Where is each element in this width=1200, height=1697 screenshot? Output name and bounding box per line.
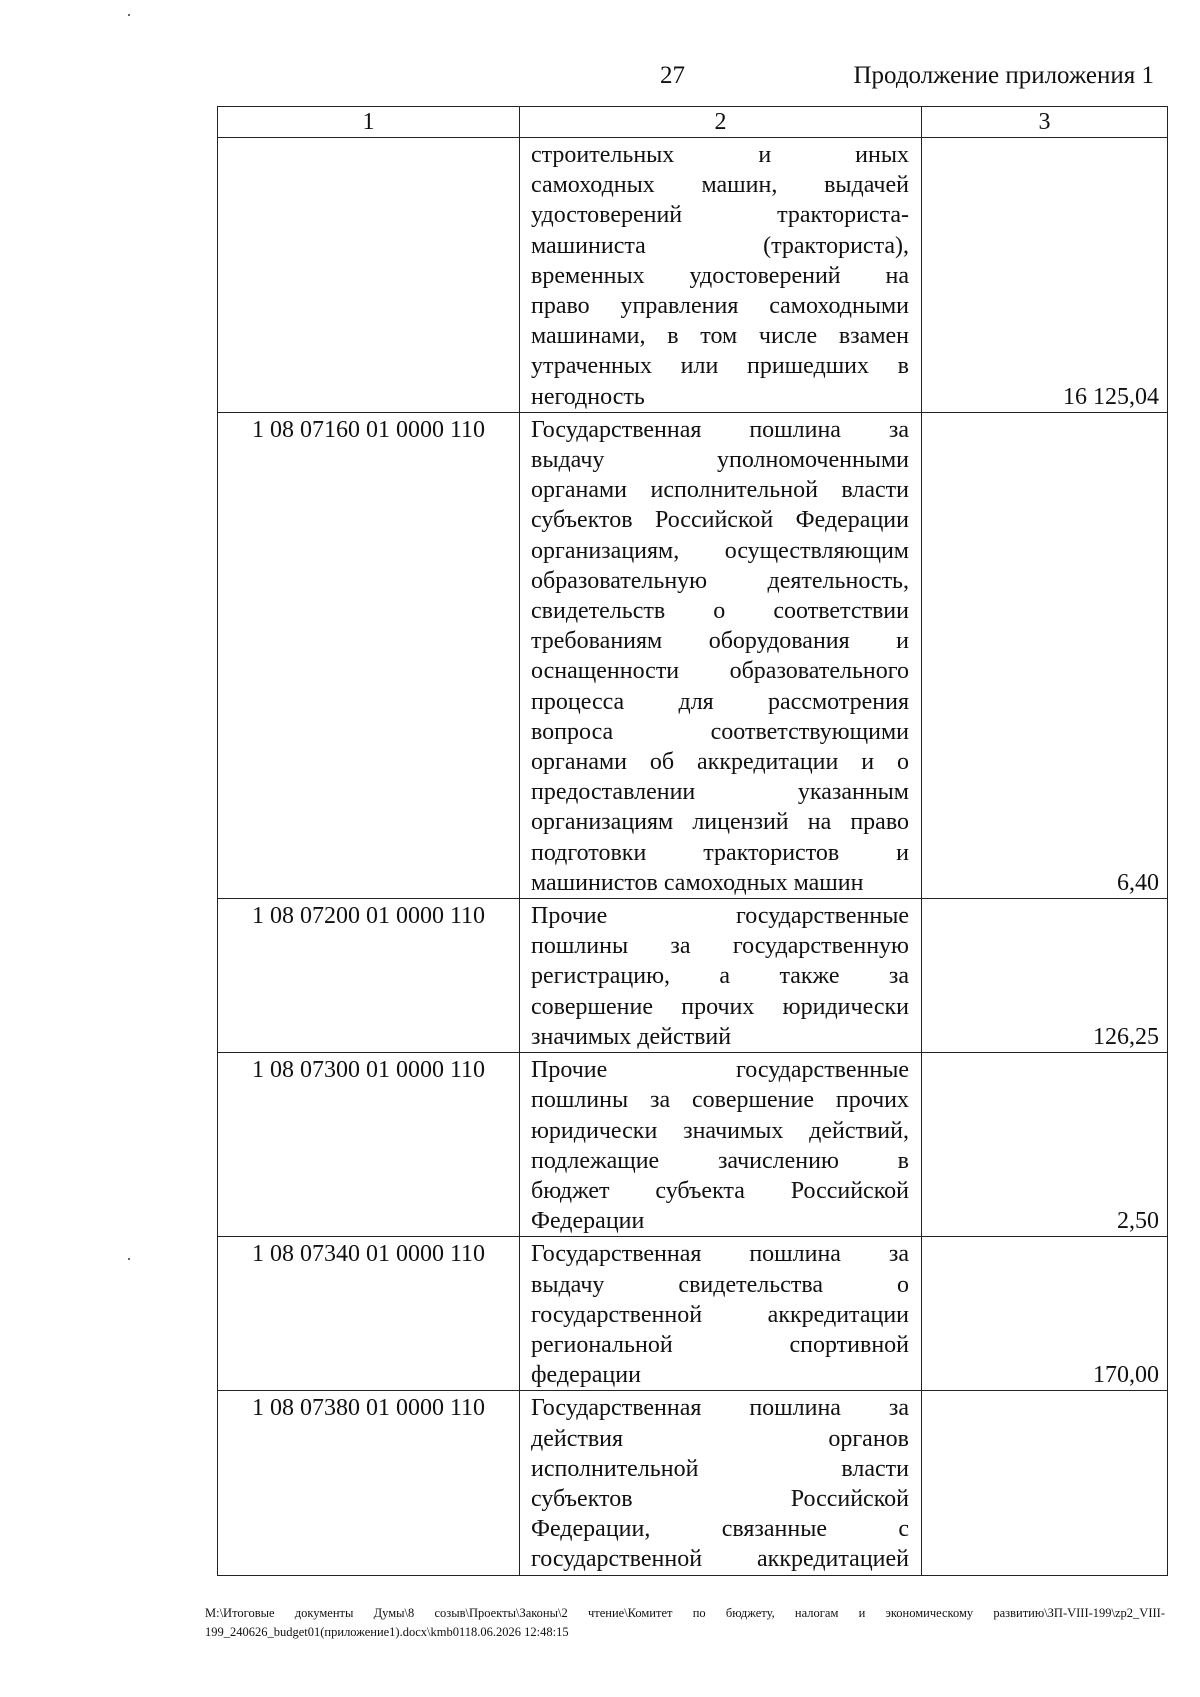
amount-cell: 16 125,04: [922, 138, 1168, 413]
file-path-footer: M:\Итоговые документы Думы\8 созыв\Проекты\Законы\2 чтение\Комитет по бюджету, налогам и экономическому развитию\ЗП-VIII-199\zp2_VIII-199_240626_budget01(приложение1).docx\kmb0118.06.2026 12:48:15: [205, 1606, 1165, 1639]
budget-code-cell: 1 08 07200 01 0000 110: [218, 899, 520, 1053]
description-cell: [520, 1053, 922, 1237]
description-cell: [520, 138, 922, 413]
description-line: процесса для рассмотрения: [531, 688, 909, 715]
amount-cell: [922, 1391, 1168, 1575]
description-line: утраченных или пришедших в: [531, 353, 909, 380]
description-line: регистрацию, а также за: [531, 963, 909, 990]
description-cell: [520, 899, 922, 1053]
description-line: совершение прочих юридически: [531, 993, 909, 1020]
budget-code-cell: [218, 138, 520, 413]
continuation-heading: Продолжение приложения 1: [853, 62, 1154, 89]
description-line: временных удостоверений на: [531, 262, 909, 289]
description-line: субъектов Российской: [531, 1485, 909, 1512]
description-line: организациям, осуществляющим: [531, 537, 909, 564]
description-line: Государственная пошлина за: [531, 416, 909, 443]
column-header-2: 2: [520, 107, 922, 138]
page-number: 27: [660, 62, 685, 89]
description-line: действия органов: [531, 1425, 909, 1452]
description-last-line: федерации: [531, 1362, 641, 1389]
table-row: [218, 1237, 1168, 1391]
description-line: организациям лицензий на право: [531, 809, 909, 836]
description-line: региональной спортивной: [531, 1331, 909, 1358]
description-line: юридически значимых действий,: [531, 1117, 909, 1144]
description-last-line: значимых действий: [531, 1023, 732, 1050]
description-line: органами об аккредитации и о: [531, 749, 909, 776]
budget-code-cell: 1 08 07300 01 0000 110: [218, 1053, 520, 1237]
budget-table: [217, 106, 1168, 1576]
description-line: государственной аккредитации: [531, 1301, 909, 1328]
table-row: [218, 1391, 1168, 1575]
description-cell: [520, 1391, 922, 1575]
description-line: право управления самоходными: [531, 293, 909, 320]
description-last-line: Федерации: [531, 1208, 645, 1235]
table-header-row: [218, 107, 1168, 138]
description-line: органами исполнительной власти: [531, 477, 909, 504]
description-line: бюджет субъекта Российской: [531, 1177, 909, 1204]
amount-cell: 126,25: [922, 899, 1168, 1053]
amount-cell: 170,00: [922, 1237, 1168, 1391]
description-last-line: негодность: [531, 383, 645, 410]
budget-code-cell: 1 08 07380 01 0000 110: [218, 1391, 520, 1575]
amount-cell: 6,40: [922, 412, 1168, 898]
description-line: Государственная пошлина за: [531, 1395, 909, 1422]
amount-cell: 2,50: [922, 1053, 1168, 1237]
description-line: подлежащие зачислению в: [531, 1147, 909, 1174]
table-row: [218, 899, 1168, 1053]
description-line: машинами, в том числе взамен: [531, 323, 909, 350]
description-line: свидетельств о соответствии: [531, 598, 909, 625]
description-line: строительных и иных: [531, 142, 909, 168]
description-line: предоставлении указанным: [531, 779, 909, 806]
description-line: Федерации, связанные с: [531, 1516, 909, 1543]
scan-speck: [128, 1258, 130, 1260]
description-cell: [520, 412, 922, 898]
description-line: вопроса соответствующими: [531, 718, 909, 745]
description-line: пошлины за совершение прочих: [531, 1087, 909, 1114]
budget-code-cell: 1 08 07340 01 0000 110: [218, 1237, 520, 1391]
description-line: самоходных машин, выдачей: [531, 172, 909, 199]
table-row: [218, 138, 1168, 413]
description-line: выдачу уполномоченными: [531, 447, 909, 474]
column-header-1: 1: [218, 107, 520, 138]
budget-code-cell: 1 08 07160 01 0000 110: [218, 412, 520, 898]
description-line: пошлины за государственную: [531, 933, 909, 960]
table-row: [218, 412, 1168, 898]
description-line: государственной аккредитацией: [531, 1546, 909, 1573]
description-last-line: машинистов самоходных машин: [531, 869, 864, 896]
description-line: требованиям оборудования и: [531, 628, 909, 655]
description-line: выдачу свидетельства о: [531, 1271, 909, 1298]
description-line: оснащенности образовательного: [531, 658, 909, 685]
description-line: машиниста (тракториста),: [531, 232, 909, 259]
description-line: Прочие государственные: [531, 903, 909, 930]
description-cell: [520, 1237, 922, 1391]
description-line: удостоверений тракториста-: [531, 202, 909, 229]
scan-speck: [128, 14, 130, 16]
column-header-3: 3: [922, 107, 1168, 138]
description-line: подготовки трактористов и: [531, 839, 909, 866]
description-line: Прочие государственные: [531, 1057, 909, 1084]
description-line: субъектов Российской Федерации: [531, 507, 909, 534]
table-row: [218, 1053, 1168, 1237]
description-line: исполнительной власти: [531, 1455, 909, 1482]
description-line: Государственная пошлина за: [531, 1241, 909, 1268]
description-line: образовательную деятельность,: [531, 567, 909, 594]
